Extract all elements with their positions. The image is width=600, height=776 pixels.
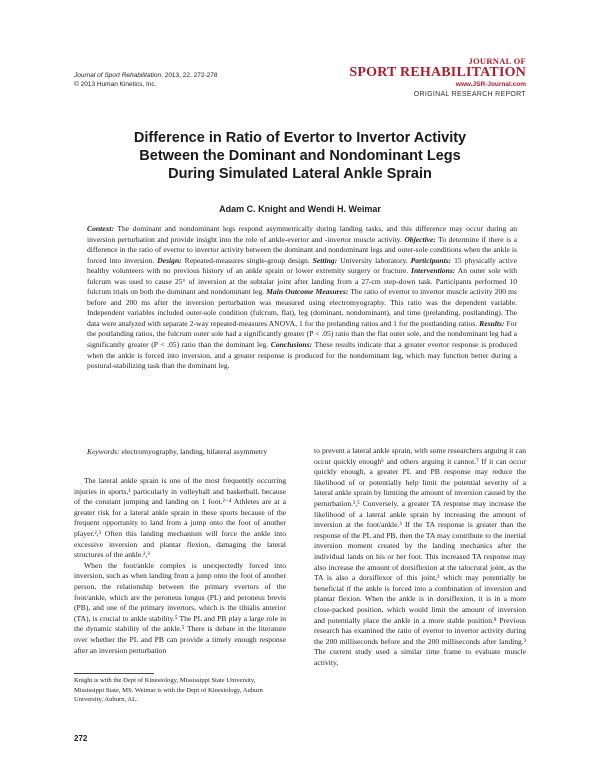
- results-text: For the postlanding ratios, the fulcrum outer sole had a significantly greater (P < .05) ratio than the flat outer sole, and the nondominant leg had a significantly greater (P < .05) ratio than the dominant leg.: [87, 318, 517, 350]
- journal-name: Journal of Sport Rehabilitation: [74, 72, 162, 79]
- footnote-divider: [74, 673, 154, 674]
- setting-label: Setting:: [312, 255, 338, 265]
- objective-text: To determine if there is a difference in the ratio of evertor to invertor activity between the dominant and nondominant legs and outer-sole conditions when the ankle is forced into inversion.: [87, 234, 517, 265]
- interventions-label: Interventions:: [411, 266, 456, 276]
- interventions-text: An outer sole with fulcrum was used to cause 25° of inversion at the subtalar joint after landing from a 27-cm step-down task. Participants performed 10 fulcrum trials on both the dominant and nondominant leg.: [87, 266, 518, 297]
- brand-line-1: JOURNAL OF: [468, 56, 526, 66]
- outcome-text: The ratio of evertor to invertor muscle activity 200 ms before and 200 ms after the inversion perturbation was measured using electromyography. This ratio was the dependent variable. Independent variables included outer-sole condition (fulcrum, flat), leg (dominant, nondominant), and time (prelanding, postlanding). The data were analyzed with separate 2-way repeated-measures ANOVA, 1 for the prelanding ratios and 1 for the postlanding ratios.: [87, 287, 517, 328]
- paper-title: [74, 129, 526, 183]
- design-label: Design:: [157, 255, 182, 265]
- conclusions-label: Conclusions:: [270, 340, 313, 350]
- keywords-label: Keywords:: [87, 447, 120, 456]
- design-text: Repeated-measures single-group design.: [181, 255, 313, 265]
- title-line-2: Between the Dominant and Nondominant Legs: [139, 148, 461, 164]
- keywords: [87, 447, 267, 457]
- participants-text: 15 physically active healthy volunteers with no previous history of an ankle sprain or lower extremity surgery or fracture.: [87, 255, 517, 276]
- journal-brand: [349, 56, 526, 100]
- body-column-right: [314, 446, 526, 668]
- participants-label: Participants:: [410, 255, 452, 265]
- author-affiliation-footnote: Knight is with the Dept of Kinesiology, Mississippi State University, Mississippi State, MS. Weimar is with the Dept of Kinesiology, Auburn University, Auburn, AL.: [74, 677, 263, 704]
- body-paragraph: The lateral ankle sprain is one of the most frequently occurring injuries in sports,¹ particularly in volleyball and basketball, because of the constant jumping and landing on 1 foot.²⁻⁴ Athletes are at a greater risk for a lateral ankle sprain in these sports because of the frequent opportunity to land from a jump onto the foot of another player.²,³ Often this landing mechanism will force the ankle into excessive inversion and plantar flexion, damaging the lateral structures of the ankle.²,³: [74, 476, 286, 560]
- body-paragraph: to prevent a lateral ankle sprain, with some researchers arguing it can occur quickly enough⁶ and others arguing it cannot.⁷ If it can occur quickly enough, a greater PL and PB response may reduce the likelihood of or potentially help limit the potential severity of a lateral ankle sprain by limiting the amount of inversion caused by the perturbation.³,⁵ Conversely, a greater TA response may increase the likelihood of a lateral ankle sprain by increasing the amount of inversion at the foot/ankle.³ If the TA response is greater than the response of the PL and PB, then the TA may contribute to the inertial inversion moment created by the landing mechanics after the individual lands on his or her foot. This increased TA response may also increase the amount of dorsiflexion at the talocrural joint, as the TA is also a dorsiflexor of this joint,³ which may potentially be beneficial if the ankle is forced into a combination of inversion and plantar flexion. When the ankle is in dorsiflexion, it is in a more close-packed position, which would limit the amount of inversion and potentially place the ankle in a more stable position.⁸ Previous research has examined the ratio of evertor to invertor activity during the 200 milliseconds before and the 200 milliseconds after landing.³ The current study used a similar time frame to evaluate muscle activity,: [314, 446, 526, 667]
- outcome-label: Main Outcome Measures:: [266, 287, 349, 297]
- results-label: Results:: [479, 318, 505, 328]
- brand-url[interactable]: www.JSR-Journal.com: [455, 81, 526, 88]
- title-line-1: Difference in Ratio of Evertor to Invertor Activity: [133, 130, 467, 146]
- objective-label: Objective:: [404, 234, 436, 244]
- report-type: ORIGINAL RESEARCH REPORT: [413, 91, 526, 98]
- conclusions-text: These results indicate that a greater evertor response is produced when the ankle is forced into inversion, and a greater response is produced for the nondominant leg, which may function better during a postural-stabilizing task than the dominant leg.: [87, 340, 517, 371]
- keywords-text: electromyography, landing, bilateral asymmetry: [119, 447, 268, 456]
- title-line-3: During Simulated Lateral Ankle Sprain: [168, 166, 432, 182]
- context-text: The dominant and nondominant legs respond asymmetrically during landing tasks, and this difference may occur during an inversion perturbation and provide insight into the role of ankle-evertor and -invertor muscle activity.: [87, 224, 517, 244]
- body-paragraph: When the foot/ankle complex is unexpectedly forced into inversion, such as when landing from a jump onto the foot of another person, the relationship between the primary evertors of the foot/ankle, which are the peroneus longus (PL) and peroneus brevis (PB), and one of the primary invertors, which is the tibialis anterior (TA), is crucial to ankle stability.⁵ The PL and PB play a large role in the dynamic stability of the ankle.⁵ There is debate in the literature over whether the PL and PB can provide a timely enough response after an inversion perturbation: [74, 560, 286, 655]
- page-number: 272: [74, 734, 88, 743]
- context-label: Context:: [87, 224, 115, 233]
- authors: Adam C. Knight and Wendi H. Weimar: [219, 204, 381, 214]
- copyright: © 2013 Human Kinetics, Inc.: [74, 81, 157, 88]
- journal-citation: [74, 71, 217, 89]
- brand-line-2: SPORT REHABILITATION: [349, 65, 526, 80]
- body-column-left: [74, 476, 286, 656]
- citation-details: , 2013, 22, 272-278: [161, 72, 218, 79]
- setting-text: University laboratory.: [337, 255, 411, 265]
- abstract: [87, 224, 517, 372]
